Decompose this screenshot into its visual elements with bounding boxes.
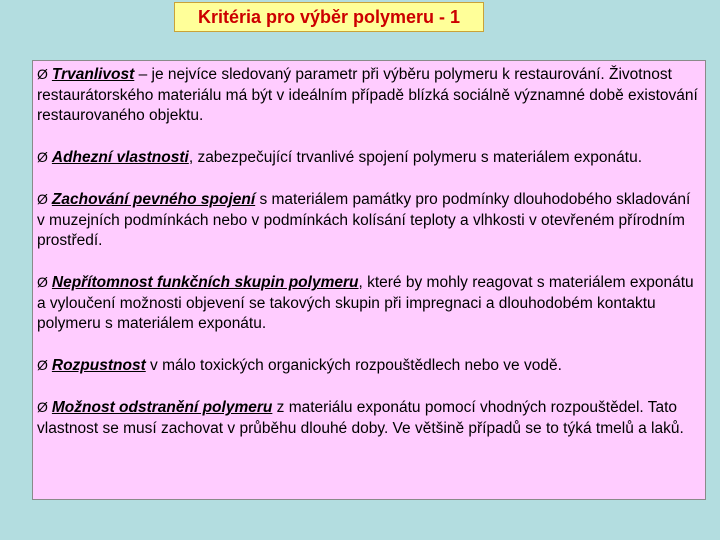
criterion-adhesion <box>37 147 701 169</box>
arrow-bullet-icon: Ø <box>37 66 48 82</box>
arrow-bullet-icon: Ø <box>37 191 48 207</box>
criterion-solubility <box>37 355 701 377</box>
criteria-list <box>32 60 706 500</box>
criterion-term: Možnost odstranění polymeru <box>51 399 273 416</box>
arrow-bullet-icon: Ø <box>37 149 48 165</box>
criterion-text: s materiálem památky pro podmínky dlouhodobého skladování v muzejních podmínkách nebo v podmínkách kolísání teploty a vlhkosti v otevřeném přírodním prostředí. <box>37 191 691 249</box>
criterion-term: Adhezní vlastnosti <box>51 149 189 166</box>
criterion-text: – je nejvíce sledovaný parametr při výběru polymeru k restaurování. Životnost restaurátorského materiálu má být v ideálním případě blízká sociálně významné době existování restaurovaného objektu. <box>37 66 698 124</box>
arrow-bullet-icon: Ø <box>37 274 48 290</box>
criterion-term: Nepřítomnost funkčních skupin polymeru <box>51 274 359 291</box>
criterion-functional-groups <box>37 272 701 335</box>
criterion-text: v málo toxických organických rozpouštědlech nebo ve vodě. <box>145 357 562 374</box>
criterion-text: z materiálu exponátu pomocí vhodných rozpouštědel. Tato vlastnost se musí zachovat v průběhu dlouhé doby. Ve většině případů se to týká tmelů a laků. <box>37 399 684 437</box>
criterion-term: Trvanlivost <box>51 66 135 83</box>
criterion-term: Zachování pevného spojení <box>51 191 256 208</box>
criterion-term: Rozpustnost <box>51 357 146 374</box>
criterion-text: , zabezpečující trvanlivé spojení polymeru s materiálem exponátu. <box>188 149 642 166</box>
criterion-durability <box>37 64 701 127</box>
arrow-bullet-icon: Ø <box>37 357 48 373</box>
arrow-bullet-icon: Ø <box>37 399 48 415</box>
criterion-bond-strength <box>37 189 701 252</box>
criterion-text: , které by mohly reagovat s materiálem exponátu a vyloučení možnosti objevení se takových skupin při impregnaci a dlouhodobém kontaktu polymeru s materiálem exponátu. <box>37 274 694 332</box>
slide-title: Kritéria pro výběr polymeru - 1 <box>174 2 484 32</box>
criterion-removability <box>37 397 701 439</box>
